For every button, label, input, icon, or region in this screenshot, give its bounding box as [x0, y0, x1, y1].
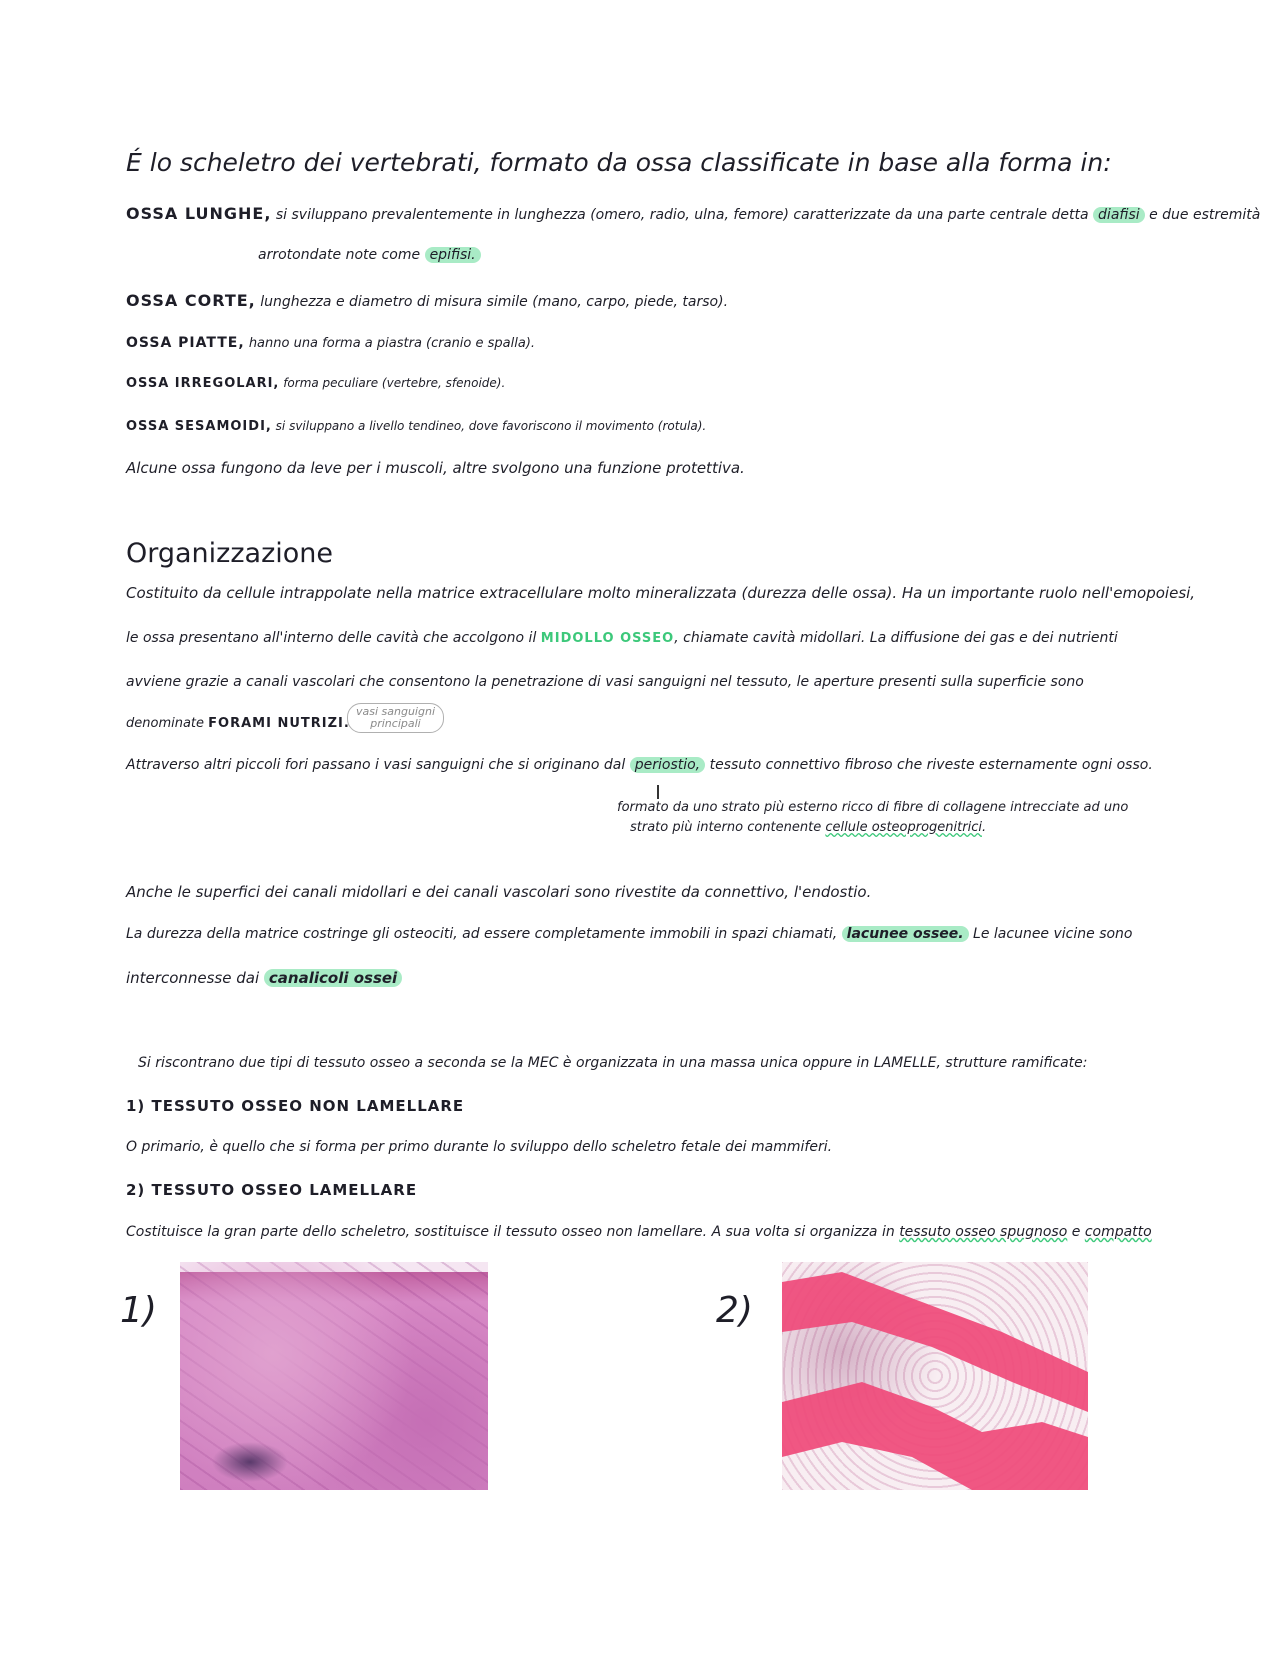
cellule-osteoprogenitrici-term: cellule osteoprogenitrici — [825, 820, 982, 835]
org-line8-a: interconnesse dai — [126, 969, 260, 987]
vasi-note — [347, 703, 444, 733]
lamellare-text-a: Costituisce la gran parte dello scheletro, sostituisce il tessuto osseo non lamellare. A sua volta si organizza in — [126, 1224, 895, 1240]
tessuto-non-lamellare-heading: 1) TESSUTO OSSEO NON LAMELLARE — [126, 1097, 465, 1115]
ossa-lunghe-text: si sviluppano prevalentemente in lunghezza (omero, radio, ulna, femore) caratterizzate da una parte centrale detta — [275, 207, 1089, 223]
figure-2-label: 2) — [716, 1290, 753, 1331]
tessuto-non-lamellare-text: O primario, è quello che si forma per primo durante lo sviluppo dello scheletro fetale dei mammiferi. — [126, 1139, 833, 1155]
ossa-lunghe-line2-text: arrotondate note come — [258, 247, 421, 263]
vasi-note-line1: vasi sanguigni — [356, 705, 435, 718]
org-paragraph-line8 — [126, 969, 402, 987]
subnote-line2-a: strato più interno contenente — [630, 820, 822, 835]
ossa-piatte-text: hanno una forma a piastra (cranio e spalla). — [248, 336, 536, 351]
ossa-piatte-label: OSSA PIATTE, — [126, 335, 245, 351]
tessuto-lamellare-text — [126, 1224, 1152, 1240]
ossa-corte-label: OSSA CORTE, — [126, 291, 256, 310]
trabecula-shapes — [782, 1262, 1088, 1490]
tessuto-spugnoso-term: tessuto osseo spugnoso — [899, 1224, 1068, 1240]
org-line7-a: La durezza della matrice costringe gli osteociti, ad essere completamente immobili in spazi chiamati, — [126, 926, 838, 942]
ossa-lunghe-label: OSSA LUNGHE, — [126, 204, 272, 223]
org-paragraph-line6: Anche le superfici dei canali midollari e dei canali vascolari sono rivestite da connettivo, l'endostio. — [126, 883, 872, 901]
ossa-lunghe-line2 — [258, 247, 481, 263]
org-line4-a: denominate — [126, 716, 205, 731]
org-paragraph-line3: avviene grazie a canali vascolari che consentono la penetrazione di vasi sanguigni nel tessuto, le aperture presenti sulla superficie sono — [126, 674, 1084, 690]
org-paragraph-line1: Costituito da cellule intrappolate nella matrice extracellulare molto mineralizzata (durezza delle ossa). Ha un importante ruolo nell'emopoiesi, — [126, 584, 1196, 602]
ossa-corte-text: lunghezza e diametro di misura simile (mano, carpo, piede, tarso). — [260, 294, 729, 310]
org-line5-a: Attraverso altri piccoli fori passano i vasi sanguigni che si originano dal — [126, 757, 626, 773]
compatto-term: compatto — [1084, 1224, 1152, 1240]
org-line2-a: le ossa presentano all'interno delle cavità che accolgono il — [126, 630, 537, 646]
ossa-sesamoidi-label: OSSA SESAMOIDI, — [126, 419, 272, 434]
vasi-note-line2: principali — [370, 717, 421, 730]
forami-nutrizi-term: FORAMI NUTRIZI. — [208, 716, 350, 731]
org-paragraph-line5 — [126, 757, 1153, 773]
histology-image-non-lamellar — [180, 1262, 488, 1490]
ossa-lunghe-tail: e due estremità — [1149, 207, 1261, 223]
lamellare-text-e: e — [1071, 1224, 1081, 1240]
organizzazione-heading: Organizzazione — [126, 538, 333, 569]
tessuto-lamellare-heading: 2) TESSUTO OSSEO LAMELLARE — [126, 1181, 418, 1199]
ossa-piatte-line — [126, 335, 535, 351]
ossa-sesamoidi-text: si sviluppano a livello tendineo, dove favoriscono il movimento (rotula). — [275, 419, 707, 433]
ossa-irregolari-label: OSSA IRREGOLARI, — [126, 376, 280, 391]
periostio-subnote-line2 — [630, 820, 986, 835]
ossa-lunghe-line — [126, 204, 1260, 223]
canalicoli-ossei-highlight: canalicoli ossei — [264, 969, 402, 987]
org-paragraph-line7 — [126, 926, 1133, 942]
org-paragraph-line2 — [126, 630, 1118, 646]
ossa-corte-line — [126, 291, 728, 310]
subnote-end: . — [981, 820, 987, 835]
intro-closing: Alcune ossa fungono da leve per i muscoli, altre svolgono una funzione protettiva. — [126, 459, 745, 477]
lacunee-ossee-highlight: lacunee ossee. — [842, 926, 969, 942]
org-line5-b: tessuto connettivo fibroso che riveste esternamente ogni osso. — [709, 757, 1153, 773]
ossa-sesamoidi-line — [126, 419, 706, 434]
org-paragraph-line4 — [126, 716, 350, 731]
intro-title: É lo scheletro dei vertebrati, formato da ossa classificate in base alla forma in: — [126, 148, 1112, 177]
ossa-irregolari-text: forma peculiare (vertebre, sfenoide). — [283, 376, 506, 390]
midollo-osseo-term: MIDOLLO OSSEO — [540, 631, 675, 646]
histology-image-lamellar — [782, 1262, 1088, 1490]
org-line7-b: Le lacunee vicine sono — [973, 926, 1133, 942]
periostio-connector — [657, 785, 659, 799]
tipi-intro: Si riscontrano due tipi di tessuto osseo a seconda se la MEC è organizzata in una massa unica oppure in LAMELLE, strutture ramificate: — [138, 1055, 1088, 1071]
diafisi-highlight: diafisi — [1093, 207, 1145, 223]
periostio-subnote-line1: formato da uno strato più esterno ricco di fibre di collagene intrecciate ad uno — [617, 800, 1129, 815]
figure-1-label: 1) — [120, 1290, 157, 1331]
epifisi-highlight: epifisi. — [425, 247, 481, 263]
org-line2-b: , chiamate cavità midollari. La diffusione dei gas e dei nutrienti — [674, 630, 1118, 646]
periostio-highlight: periostio, — [630, 757, 705, 773]
ossa-irregolari-line — [126, 376, 505, 391]
